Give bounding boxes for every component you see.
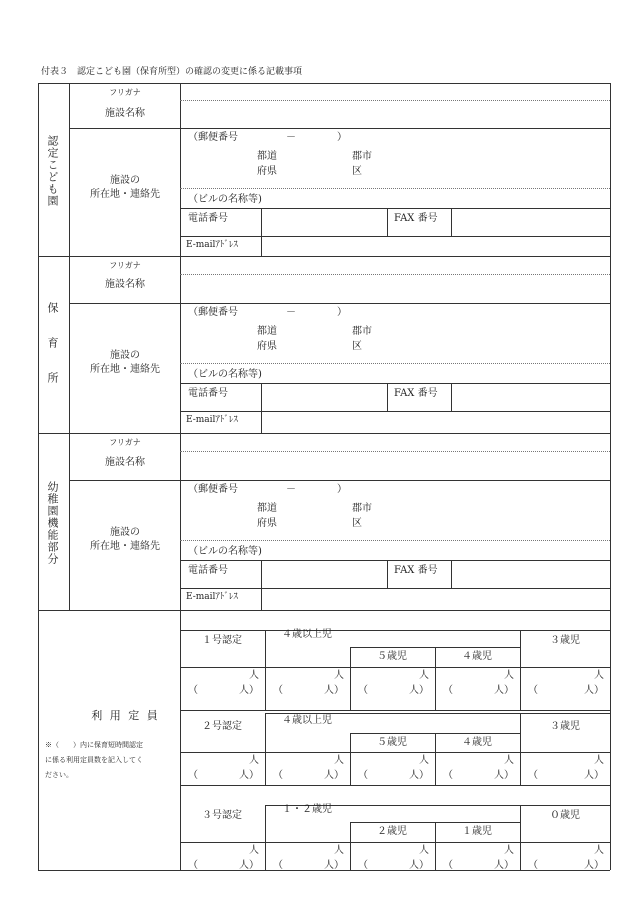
phone-label: 電話番号 bbox=[188, 213, 228, 224]
fax-label-divider bbox=[451, 208, 452, 236]
phone-row-top bbox=[180, 208, 610, 209]
email-label-divider bbox=[261, 236, 262, 256]
capacity-count-unit: 人 bbox=[334, 755, 344, 766]
capacity-short-open: （ bbox=[188, 860, 198, 871]
phone-label-divider bbox=[261, 208, 262, 236]
age-sub-label: ５歳児 bbox=[377, 651, 407, 662]
section-divider bbox=[38, 610, 610, 611]
capacity-label: 利 用 定 員 bbox=[91, 709, 160, 722]
count-row-rule bbox=[180, 752, 610, 753]
group-header-top bbox=[265, 713, 610, 714]
facility-name-label: 施設名称 bbox=[105, 279, 145, 290]
capacity-short-open: （ bbox=[443, 685, 453, 696]
address-dotted-line bbox=[180, 540, 610, 541]
capacity-band-rule bbox=[180, 710, 610, 711]
capacity-short-open: （ bbox=[358, 860, 368, 871]
age-sub-label: ２歳児 bbox=[377, 826, 407, 837]
capacity-short-open: （ bbox=[528, 860, 538, 871]
capacity-count-unit: 人 bbox=[419, 755, 429, 766]
age-sub-label: １歳児 bbox=[462, 826, 492, 837]
address-row-divider bbox=[69, 480, 610, 481]
age-right-label: ３歳児 bbox=[550, 721, 580, 732]
capacity-count-unit: 人 bbox=[419, 670, 429, 681]
capacity-count-unit: 人 bbox=[504, 845, 514, 856]
capacity-short-unit: 人） bbox=[494, 685, 514, 696]
capacity-short-unit: 人） bbox=[239, 770, 259, 781]
prefecture-label: 都道 bbox=[257, 503, 277, 514]
capacity-short-open: （ bbox=[358, 685, 368, 696]
capacity-short-open: （ bbox=[528, 770, 538, 781]
section-divider bbox=[38, 256, 610, 257]
capacity-short-open: （ bbox=[188, 685, 198, 696]
address-label: 施設の bbox=[110, 527, 140, 538]
postal-close-paren: ） bbox=[337, 484, 347, 495]
section-inner-divider bbox=[69, 433, 70, 610]
capacity-band-rule bbox=[180, 785, 610, 786]
capacity-short-open: （ bbox=[358, 770, 368, 781]
phone-value-divider bbox=[387, 208, 388, 236]
capacity-note: ※（ ）内に保育短時間認定 bbox=[45, 741, 143, 749]
email-row-top bbox=[180, 236, 610, 237]
facility-name-label: 施設名称 bbox=[105, 108, 145, 119]
email-label: E-mailｱﾄﾞﾚｽ bbox=[186, 415, 238, 425]
fax-label-divider bbox=[451, 383, 452, 411]
postal-code-label: （郵便番号 bbox=[188, 132, 238, 143]
postal-code-label: （郵便番号 bbox=[188, 307, 238, 318]
capacity-short-open: （ bbox=[273, 860, 283, 871]
email-label-divider bbox=[261, 411, 262, 433]
capacity-short-open: （ bbox=[188, 770, 198, 781]
phone-value-divider bbox=[387, 560, 388, 588]
phone-label-divider bbox=[261, 383, 262, 411]
address-label-2: 所在地・連絡先 bbox=[90, 541, 160, 552]
phone-row-top bbox=[180, 383, 610, 384]
city-label: 郡市 bbox=[352, 503, 372, 514]
capacity-count-unit: 人 bbox=[419, 845, 429, 856]
capacity-count-unit: 人 bbox=[249, 670, 259, 681]
email-label: E-mailｱﾄﾞﾚｽ bbox=[186, 592, 238, 602]
capacity-short-unit: 人） bbox=[584, 860, 604, 871]
age-group-label: ４歳以上児 bbox=[282, 629, 332, 640]
address-label-2: 所在地・連絡先 bbox=[90, 364, 160, 375]
prefecture-label: 都道 bbox=[257, 151, 277, 162]
age-sub-label: ５歳児 bbox=[377, 737, 407, 748]
capacity-short-open: （ bbox=[443, 770, 453, 781]
capacity-short-unit: 人） bbox=[409, 860, 429, 871]
prefecture-label-2: 府県 bbox=[257, 341, 277, 352]
capacity-count-unit: 人 bbox=[594, 670, 604, 681]
city-label: 郡市 bbox=[352, 326, 372, 337]
address-row-divider bbox=[69, 303, 610, 304]
capacity-count-unit: 人 bbox=[594, 755, 604, 766]
section-inner-divider bbox=[69, 83, 70, 256]
facility-name-label: 施設名称 bbox=[105, 457, 145, 468]
fax-label-divider bbox=[451, 560, 452, 588]
capacity-short-unit: 人） bbox=[324, 685, 344, 696]
capacity-count-unit: 人 bbox=[504, 755, 514, 766]
prefecture-label: 都道 bbox=[257, 326, 277, 337]
furigana-label: フリガナ bbox=[109, 438, 141, 447]
prefecture-label-2: 府県 bbox=[257, 518, 277, 529]
section-vertical-label: 保育所 bbox=[46, 302, 59, 407]
age-sub-label: ４歳児 bbox=[462, 651, 492, 662]
capacity-short-unit: 人） bbox=[409, 685, 429, 696]
city-label: 郡市 bbox=[352, 151, 372, 162]
phone-label: 電話番号 bbox=[188, 565, 228, 576]
furigana-dotted-line bbox=[180, 274, 610, 275]
capacity-short-unit: 人） bbox=[494, 770, 514, 781]
postal-dash: － bbox=[286, 307, 296, 318]
prefecture-label-2: 府県 bbox=[257, 166, 277, 177]
postal-code-label: （郵便番号 bbox=[188, 484, 238, 495]
capacity-count-unit: 人 bbox=[249, 845, 259, 856]
fax-label: FAX 番号 bbox=[394, 213, 438, 224]
capacity-short-unit: 人） bbox=[239, 860, 259, 871]
postal-dash: － bbox=[286, 132, 296, 143]
capacity-short-unit: 人） bbox=[409, 770, 429, 781]
section-divider bbox=[38, 433, 610, 434]
ward-label: 区 bbox=[352, 166, 362, 177]
certification-type-label: １号認定 bbox=[202, 635, 242, 646]
capacity-count-unit: 人 bbox=[249, 755, 259, 766]
form-title: 付表３ 認定こども園（保育所型）の確認の変更に係る記載事項 bbox=[41, 67, 303, 77]
count-row-rule bbox=[180, 667, 610, 668]
building-name-label: （ビルの名称等) bbox=[188, 546, 262, 557]
postal-dash: － bbox=[286, 484, 296, 495]
capacity-short-unit: 人） bbox=[584, 770, 604, 781]
age-group-label: ４歳以上児 bbox=[282, 715, 332, 726]
capacity-count-unit: 人 bbox=[334, 670, 344, 681]
capacity-short-unit: 人） bbox=[324, 860, 344, 871]
table-right-border bbox=[610, 83, 611, 870]
phone-row-top bbox=[180, 560, 610, 561]
age-right-label: ３歳児 bbox=[550, 635, 580, 646]
address-label: 施設の bbox=[110, 175, 140, 186]
capacity-note: に係る利用定員数を記入してく bbox=[45, 756, 143, 764]
ward-label: 区 bbox=[352, 341, 362, 352]
email-row-top bbox=[180, 411, 610, 412]
building-name-label: （ビルの名称等) bbox=[188, 194, 262, 205]
address-label-2: 所在地・連絡先 bbox=[90, 189, 160, 200]
phone-label: 電話番号 bbox=[188, 388, 228, 399]
building-name-label: （ビルの名称等) bbox=[188, 369, 262, 380]
furigana-label: フリガナ bbox=[109, 88, 141, 97]
postal-close-paren: ） bbox=[337, 132, 347, 143]
capacity-count-unit: 人 bbox=[334, 845, 344, 856]
capacity-short-unit: 人） bbox=[239, 685, 259, 696]
table-top-border bbox=[38, 83, 610, 84]
capacity-short-open: （ bbox=[443, 860, 453, 871]
email-row-top bbox=[180, 588, 610, 589]
capacity-short-unit: 人） bbox=[324, 770, 344, 781]
address-dotted-line bbox=[180, 188, 610, 189]
capacity-short-open: （ bbox=[273, 770, 283, 781]
furigana-label: フリガナ bbox=[109, 261, 141, 270]
capacity-count-unit: 人 bbox=[504, 670, 514, 681]
fax-label: FAX 番号 bbox=[394, 565, 438, 576]
section-vertical-label: 幼稚園機能部分 bbox=[46, 481, 59, 565]
capacity-note: ださい。 bbox=[45, 771, 73, 779]
email-label: E-mailｱﾄﾞﾚｽ bbox=[186, 240, 238, 250]
section-inner-divider bbox=[69, 256, 70, 433]
table-left-border bbox=[38, 83, 39, 870]
address-row-divider bbox=[69, 128, 610, 129]
ward-label: 区 bbox=[352, 518, 362, 529]
count-row-rule bbox=[180, 842, 610, 843]
age-group-label: １・２歳児 bbox=[282, 804, 332, 815]
certification-type-label: ２号認定 bbox=[202, 721, 242, 732]
fax-label: FAX 番号 bbox=[394, 388, 438, 399]
phone-label-divider bbox=[261, 560, 262, 588]
capacity-short-open: （ bbox=[273, 685, 283, 696]
address-label: 施設の bbox=[110, 350, 140, 361]
age-sub-label: ４歳児 bbox=[462, 737, 492, 748]
section-vertical-label: 認定こども園 bbox=[46, 135, 59, 207]
phone-value-divider bbox=[387, 383, 388, 411]
capacity-short-unit: 人） bbox=[584, 685, 604, 696]
email-label-divider bbox=[261, 588, 262, 610]
capacity-short-unit: 人） bbox=[494, 860, 514, 871]
certification-type-label: ３号認定 bbox=[202, 810, 242, 821]
postal-close-paren: ） bbox=[337, 307, 347, 318]
furigana-dotted-line bbox=[180, 451, 610, 452]
capacity-short-open: （ bbox=[528, 685, 538, 696]
age-right-label: ０歳児 bbox=[550, 810, 580, 821]
address-dotted-line bbox=[180, 363, 610, 364]
capacity-count-unit: 人 bbox=[594, 845, 604, 856]
furigana-dotted-line bbox=[180, 100, 610, 101]
